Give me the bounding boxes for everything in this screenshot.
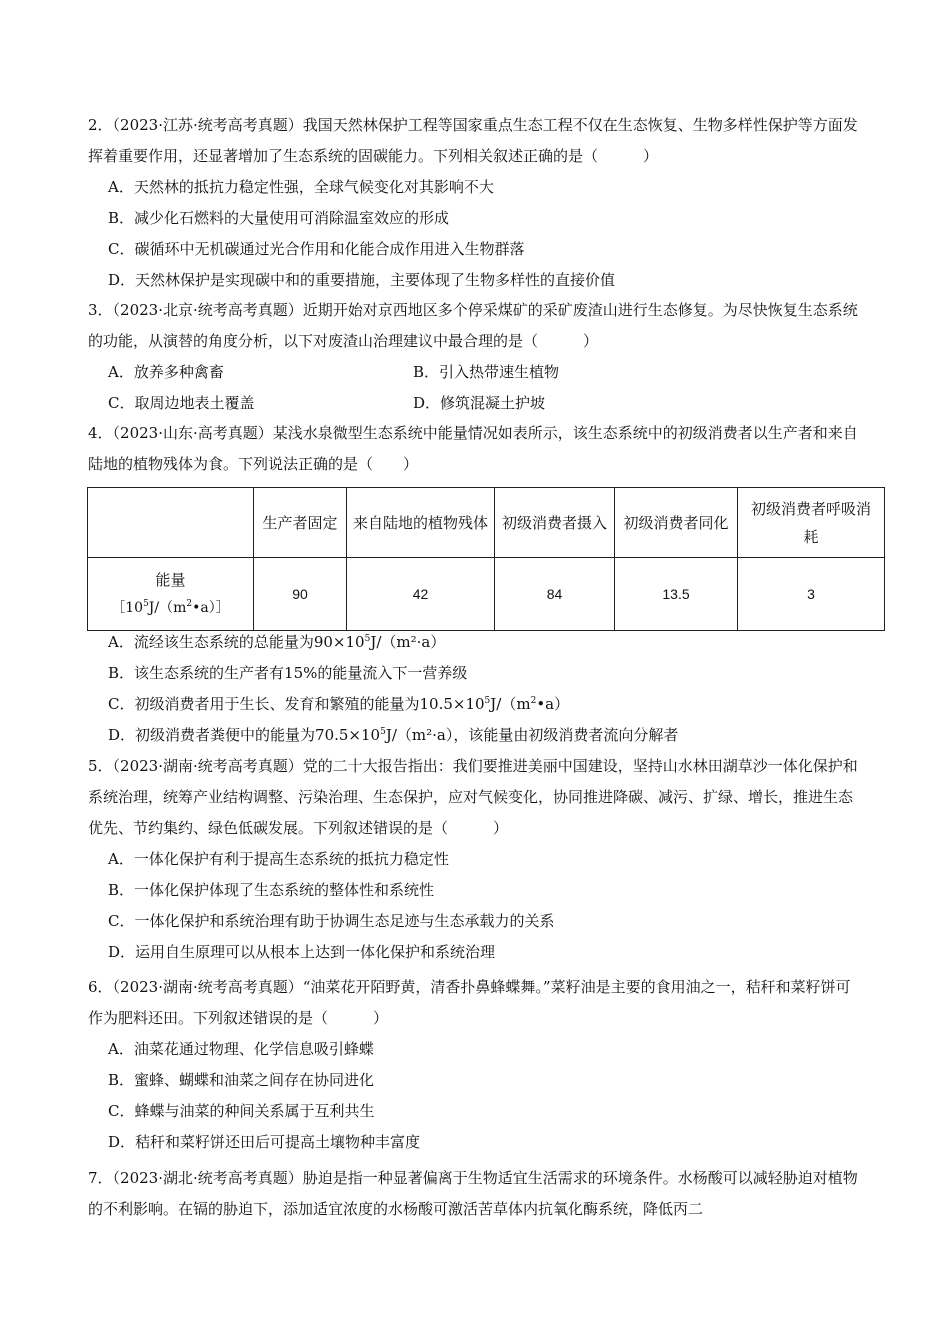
q4-c-exp2: 2 bbox=[530, 696, 537, 706]
energy-unit-exp: 5 bbox=[143, 599, 149, 609]
question-2-option-c: C．碳循环中无机碳通过光合作用和化能合成作用进入生物群落 bbox=[108, 240, 525, 258]
question-6 bbox=[88, 972, 860, 1158]
q4-c-post: •a） bbox=[536, 695, 570, 713]
table-header-cell: 初级消费者摄入 bbox=[495, 488, 615, 558]
energy-label: 能量 bbox=[155, 571, 186, 589]
question-2-option-a: A．天然林的抵抗力稳定性强，全球气候变化对其影响不大 bbox=[108, 178, 494, 196]
table-cell-value: 3 bbox=[738, 558, 885, 631]
table-header-cell: 生产者固定 bbox=[254, 488, 347, 558]
question-6-option-d: D．秸秆和菜籽饼还田后可提高土壤物种丰富度 bbox=[108, 1133, 421, 1151]
question-5-stem: 5．（2023·湖南·统考高考真题）党的二十大报告指出：我们要推进美丽中国建设，坚持山水林田湖草沙一体化保护和系统治理，统筹产业结构调整、污染治理、生态保护，应对气候变化，协同推进降碳、减污、扩绿、增长，推进生态优先、节约集约、绿色低碳发展。下列叙述错误的是（ ） bbox=[88, 757, 858, 837]
question-4-stem: 4．（2023·山东·高考真题）某浅水泉微型生态系统中能量情况如表所示，该生态系统中的初级消费者以生产者和来自陆地的植物残体为食。下列说法正确的是（ ） bbox=[88, 424, 858, 473]
question-6-option-b: B．蜜蜂、蝴蝶和油菜之间存在协同进化 bbox=[108, 1071, 375, 1089]
question-2-option-b: B．减少化石燃料的大量使用可消除温室效应的形成 bbox=[108, 209, 450, 227]
q4-d-post: J/（m²·a），该能量由初级消费者流向分解者 bbox=[385, 726, 679, 744]
table-header-cell: 初级消费者同化 bbox=[615, 488, 738, 558]
question-5-option-d: D．运用自生原理可以从根本上达到一体化保护和系统治理 bbox=[108, 943, 496, 961]
energy-table bbox=[87, 487, 885, 631]
q4-c-mid: J/（m bbox=[490, 695, 531, 713]
question-3-stem: 3．（2023·北京·统考高考真题）近期开始对京西地区多个停采煤矿的采矿废渣山进行生态修复。为尽快恢复生态系统的功能，从演替的角度分析，以下对废渣山治理建议中最合理的是（ ） bbox=[88, 301, 858, 350]
question-6-option-a: A．油菜花通过物理、化学信息吸引蜂蝶 bbox=[108, 1040, 374, 1058]
question-7-stem: 7．（2023·湖北·统考高考真题）胁迫是指一种显著偏离于生物适宜生活需求的环境条件。水杨酸可以减轻胁迫对植物的不利影响。在镉的胁迫下，添加适宜浓度的水杨酸可激活苦草体内抗氧化酶系统，降低丙二 bbox=[88, 1169, 858, 1218]
q4-c-exp: 5 bbox=[484, 696, 491, 706]
question-3-options-row-1 bbox=[88, 357, 860, 388]
q4-d-pre: D．初级消费者粪便中的能量为70.5×10 bbox=[108, 726, 381, 744]
question-2-stem: 2．（2023·江苏·统考高考真题）我国天然林保护工程等国家重点生态工程不仅在生态恢复、生物多样性保护等方面发挥着重要作用，还显著增加了生态系统的固碳能力。下列相关叙述正确的是（ ） bbox=[88, 116, 858, 165]
table-header-cell: 初级消费者呼吸消耗 bbox=[738, 488, 885, 558]
question-4-option-b: B．该生态系统的生产者有15%的能量流入下一营养级 bbox=[108, 664, 468, 682]
question-6-stem: 6．（2023·湖南·统考高考真题）“油菜花开陌野黄，清香扑鼻蜂蝶舞。”菜籽油是主要的食用油之一，秸秆和菜籽饼可作为肥料还田。下列叙述错误的是（ ） bbox=[88, 978, 851, 1027]
energy-unit-exp2: 2 bbox=[186, 599, 193, 609]
table-header-cell bbox=[88, 488, 254, 558]
table-header-cell: 来自陆地的植物残体 bbox=[347, 488, 495, 558]
energy-unit-post: •a）］ bbox=[192, 600, 230, 616]
energy-unit-pre: ［10 bbox=[111, 600, 144, 616]
q4-a-pre: A．流经该生态系统的总能量为90×10 bbox=[108, 633, 365, 651]
question-2-option-d: D．天然林保护是实现碳中和的重要措施，主要体现了生物多样性的直接价值 bbox=[108, 271, 616, 289]
energy-unit bbox=[94, 594, 247, 622]
q4-a-exp: 5 bbox=[364, 634, 371, 644]
energy-table-data-row bbox=[88, 558, 885, 631]
question-7 bbox=[88, 1163, 860, 1225]
question-6-option-c: C．蜂蝶与油菜的种间关系属于互利共生 bbox=[108, 1102, 375, 1120]
question-3 bbox=[88, 295, 860, 419]
question-3-option-b: B．引入热带速生植物 bbox=[413, 363, 560, 381]
energy-unit-mid: J/（m bbox=[148, 600, 187, 616]
question-5-option-a: A．一体化保护有利于提高生态系统的抵抗力稳定性 bbox=[108, 850, 449, 868]
energy-row-label bbox=[88, 558, 254, 631]
question-4 bbox=[88, 418, 860, 480]
question-3-option-a: A．放养多种禽畜 bbox=[108, 363, 224, 381]
question-3-options-row-2 bbox=[88, 388, 860, 419]
question-3-option-c: C．取周边地表土覆盖 bbox=[108, 394, 255, 412]
table-cell-value: 13.5 bbox=[615, 558, 738, 631]
question-5 bbox=[88, 751, 860, 968]
table-cell-value: 84 bbox=[495, 558, 615, 631]
table-cell-value: 90 bbox=[254, 558, 347, 631]
question-2 bbox=[88, 110, 860, 296]
question-4-option-c bbox=[88, 689, 860, 720]
question-5-option-b: B．一体化保护体现了生态系统的整体性和系统性 bbox=[108, 881, 435, 899]
q4-a-post: J/（m²·a） bbox=[370, 633, 446, 651]
question-4-option-a bbox=[88, 627, 860, 658]
question-5-option-c: C．一体化保护和系统治理有助于协调生态足迹与生态承载力的关系 bbox=[108, 912, 555, 930]
question-4-options bbox=[88, 627, 860, 751]
energy-table-header-row bbox=[88, 488, 885, 558]
question-4-option-d bbox=[88, 720, 860, 751]
question-3-option-d: D．修筑混凝土护坡 bbox=[413, 394, 546, 412]
table-cell-value: 42 bbox=[347, 558, 495, 631]
q4-c-pre: C．初级消费者用于生长、发育和繁殖的能量为10.5×10 bbox=[108, 695, 485, 713]
q4-d-exp: 5 bbox=[380, 727, 386, 737]
